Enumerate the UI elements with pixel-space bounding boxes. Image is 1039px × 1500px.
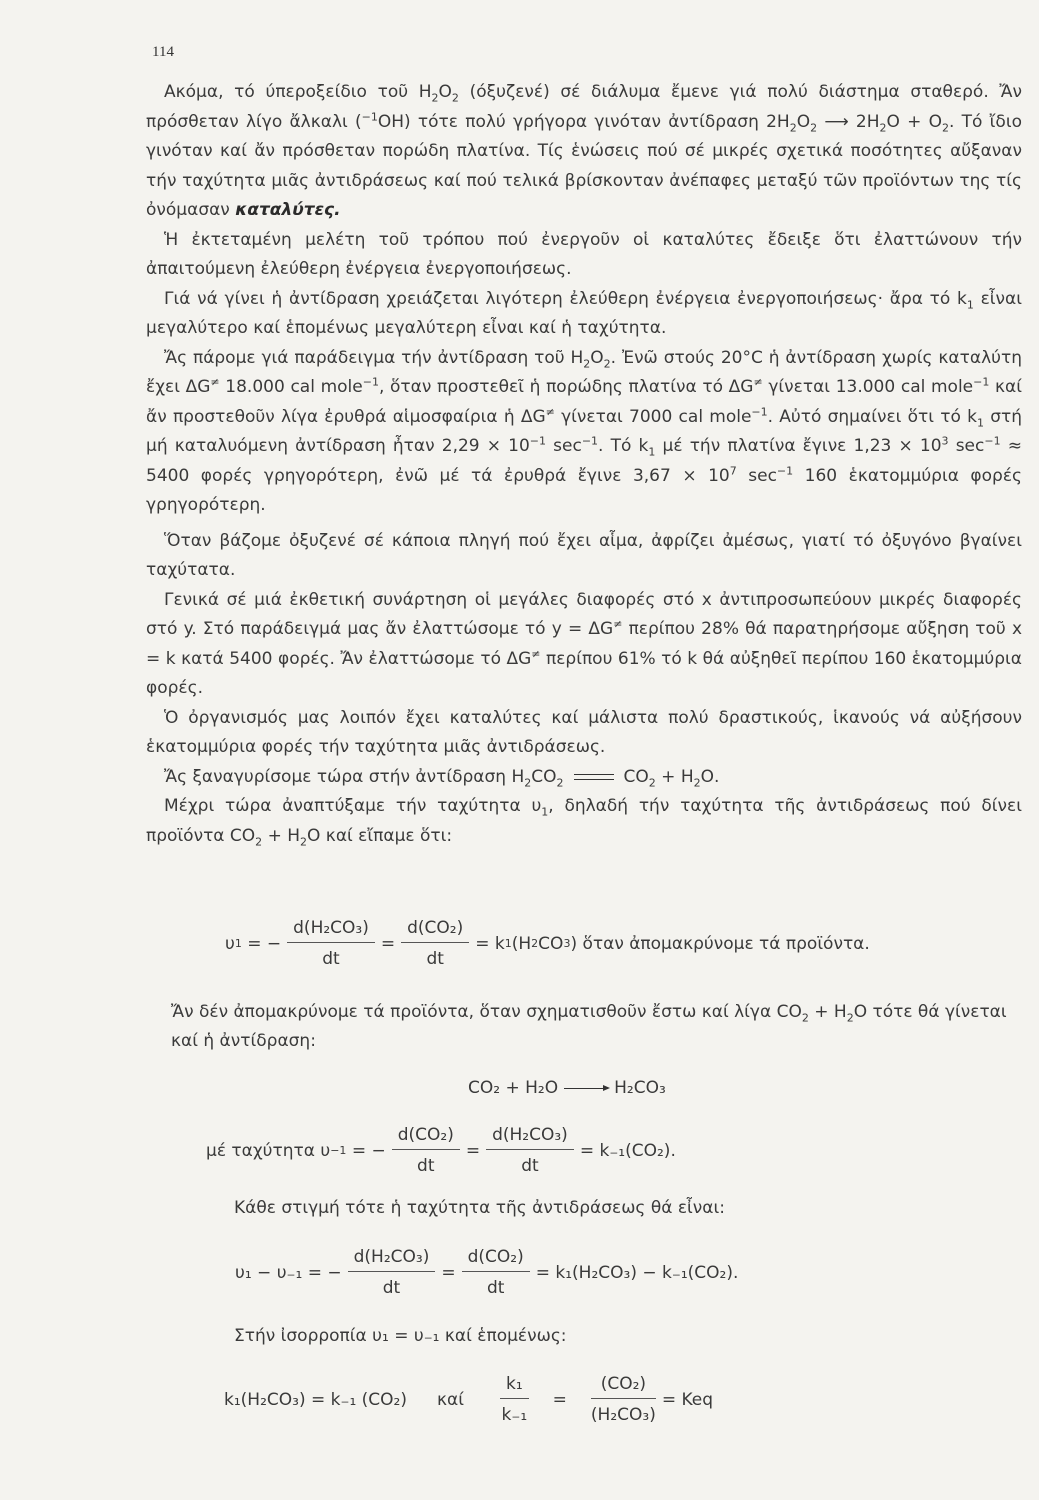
paragraph: Ἄν δέν ἀπομακρύνομε τά προϊόντα, ὅταν σχηματισθοῦν ἔστω καί λίγα $CO_2 + H_2O$ τότε θά γίνεται καί ἡ ἀντίδραση: — [171, 1002, 1007, 1051]
reaction-reverse: CO₂ + Η₂Ο Η₂CO₃ — [468, 1078, 666, 1098]
equation-net-rate: υ₁ − υ₋₁ = − $\frac{\text{d(Η₂CO₃)}}{dt}$ = $\frac{\text{d(CO₂)}}{dt}$ = k₁(Η₂CO₃) − k₋₁(CO₂). — [235, 1247, 739, 1298]
paragraph: Ακόμα, τό ύπεροξείδιο τοῦ $H_2O_2$ (όξυζενέ) σέ διάλυμα ἔμενε γιά πολύ διάστημα σταθερό. Ἄν πρόσθεταν λίγο ἄλκαλι ($^{-1}$ΟΗ) τότε πολύ γρήγορα γινόταν ἀντίδραση $2H_2O_2$ ⟶ $2H_2O + O_2$. Τό ἴδιο γινόταν καί ἄν πρόσθεταν πορώδη πλατίνα. Τίς ἑνώσεις πού σέ μικρές σχετικά ποσότητες αὔξαναν τήν ταχύτητα μιᾶς ἀντιδράσεως καί πού τελικά βρίσκονταν ἀνέπαφες μεταξύ τῶν προϊόντων της τίς ὀνόμασαν καταλύτες. — [146, 82, 1022, 220]
equation-rate-reverse: μέ ταχύτητα υ −1 = − $\frac{\text{d(CO₂)}}{dt}$ = $\frac{\text{d(Η₂CO₃)}}{dt}$ = k₋₁(CO₂). — [206, 1125, 676, 1176]
paragraph: Στήν ἰσορροπία υ₁ = υ₋₁ καί ἑπομένως: — [234, 1326, 567, 1346]
equation-rate-forward: υ 1 = − $\frac{\text{d(Η₂CO₃)}}{dt}$ = $\frac{\text{d(CO₂)}}{dt}$ = k 1 (Η 2 CO 3 ) ὅταν ἀπομακρύνομε τά προϊόντα. — [225, 918, 870, 969]
paragraph: Ἄς ξαναγυρίσομε τώρα στήν ἀντίδραση $H_2CO_2$ $CO_2 + H_2O$. — [164, 766, 720, 789]
paragraph: Ὁ ὀργανισμός μας λοιπόν ἔχει καταλύτες καί μάλιστα πολύ δραστικούς, ἱκανούς νά αὐξήσουν ἑκατομμύρια φορές τήν ταχύτητα μιᾶς ἀντιδράσεως. — [146, 707, 1022, 757]
equilibrium-arrow-icon — [574, 772, 614, 782]
body-text — [146, 78, 1022, 851]
term-catalysts: καταλύτες. — [235, 200, 341, 220]
equation-equilibrium: k₁(Η₂CO₃) = k₋₁ (CO₂) καί $\frac{\text{k₁}}{\text{k₋₁}}$ = $\frac{\text{(CO₂)}}{\text{(Η₂CO₃)}}$ = Keq — [224, 1374, 714, 1425]
paragraph: Ἄς πάρομε γιά παράδειγμα τήν ἀντίδραση τοῦ $H_2O_2$. Ἐνῶ στούς 20°C ἡ ἀντίδραση χωρίς καταλύτη ἔχει ΔG≠ 18.000 cal mole$^{-1}$, ὅταν προστεθεῖ ἡ πορώδης πλατίνα τό ΔG≠ γίνεται 13.000 cal mole$^{-1}$ καί ἄν προστεθοῦν λίγα ἐρυθρά αἱμοσφαίρια ἡ ΔG≠ γίνεται 7000 cal mole$^{-1}$. Αὐτό σημαίνει ὅτι τό $k_1$ στή μή καταλυόμενη ἀντίδραση ἦταν $2,29 \times 10^{-1}$ $\sec^{-1}$. Τό $k_1$ μέ τήν πλατίνα ἔγινε $1,23 \times 10^3$ $\sec^{-1} \approx 5400$ φορές γρηγορότερη, ἐνῶ μέ τά ἐρυθρά ἔγινε $3,67 \times 10^7$ $\sec^{-1} 160$ ἑκατομμύρια φορές γρηγορότερη. — [146, 347, 1023, 515]
paragraph: Γενικά σέ μιά ἐκθετική συνάρτηση οἱ μεγάλες διαφορές στό x ἀντιπροσωπεύουν μικρές διαφορές στό y. Στό παράδειγμά μας ἄν ἐλαττώσομε τό y = ΔG≠ περίπου 28% θά παρατηρήσομε αὔξηση τοῦ x = k κατά 5400 φορές. Ἄν ἐλαττώσομε τό ΔG≠ περίπου 61% τό k θά αὐξηθεῖ περίπου 160 ἑκατομμύρια φορές. — [146, 589, 1023, 698]
paragraph: Μέχρι τώρα ἀναπτύξαμε τήν ταχύτητα $\upsilon_1$, δηλαδή τήν ταχύτητα τῆς ἀντιδράσεως πού δίνει προϊόντα $CO_2 + H_2O$ καί εἴπαμε ὅτι: — [146, 796, 1022, 848]
paragraph: Γιά νά γίνει ἡ ἀντίδραση χρειάζεται λιγότερη ἐλεύθερη ἐνέργεια ἐνεργοποιήσεως· ἄρα τό $k_1$ εἶναι μεγαλύτερο καί ἑπομένως μεγαλύτερη εἶναι καί ἡ ταχύτητα. — [146, 288, 1022, 338]
paragraph: Ὅταν βάζομε ὀξυζενέ σέ κάποια πληγή πού ἔχει αἷμα, ἀφρίζει ἀμέσως, γιατί τό ὀξυγόνο βγαίνει ταχύτατα. — [146, 530, 1022, 580]
paragraph: Κάθε στιγμή τότε ἡ ταχύτητα τῆς ἀντιδράσεως θά εἶναι: — [234, 1198, 725, 1218]
page-number: 114 — [152, 44, 174, 60]
paragraph: Ἡ ἐκτεταμένη μελέτη τοῦ τρόπου πού ἐνεργοῦν οἱ καταλύτες ἔδειξε ὅτι ἐλαττώνουν τήν ἀπαιτούμενη ἐλεύθερη ἐνέργεια ἐνεργοποιήσεως. — [146, 229, 1022, 279]
reaction-arrow-icon — [564, 1088, 608, 1089]
